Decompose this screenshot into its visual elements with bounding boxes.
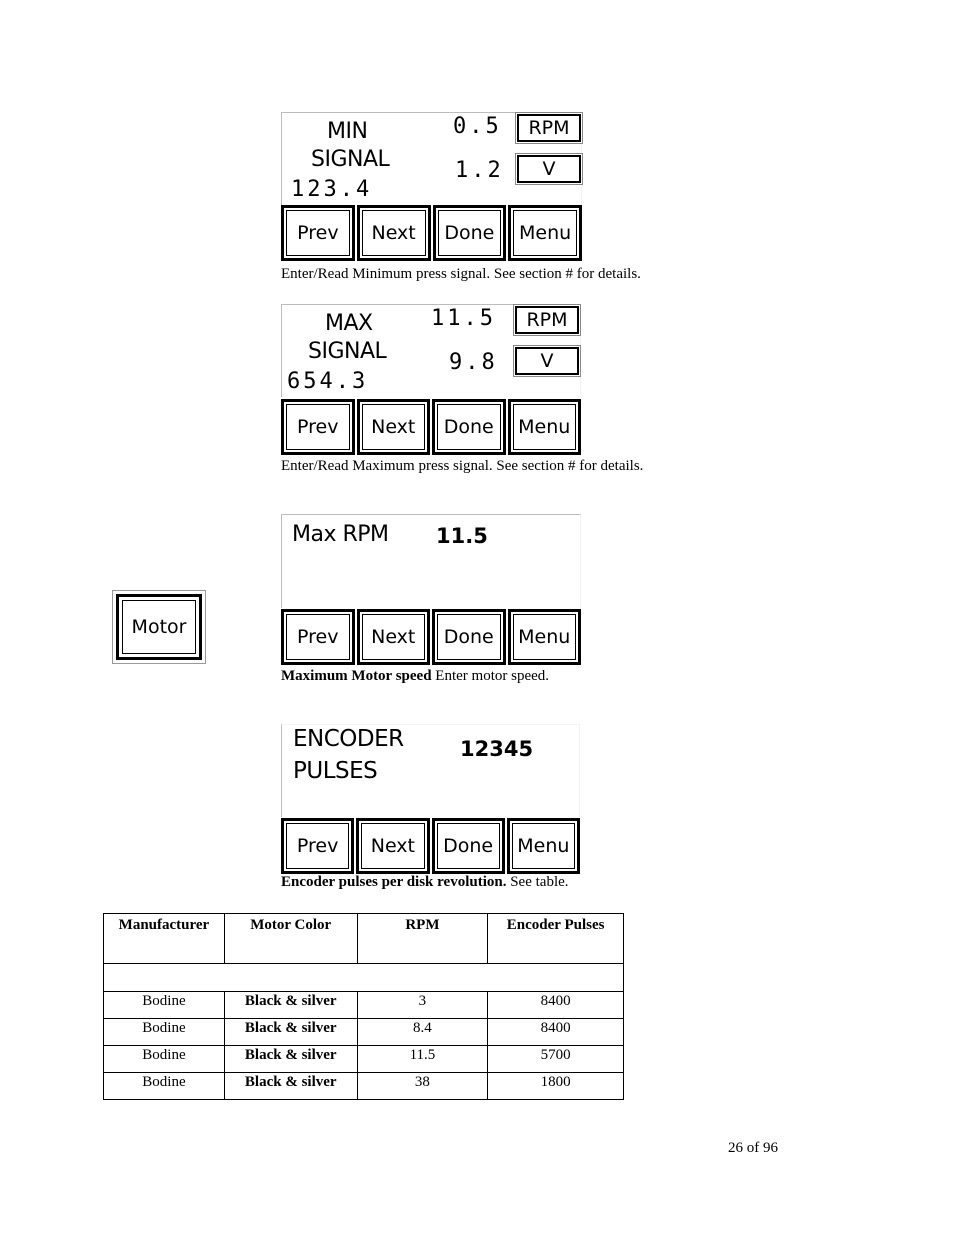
menu-button[interactable]: Menu [508, 205, 582, 261]
max-rpm-panel [281, 514, 581, 666]
signal-reading: 654.3 [287, 369, 369, 394]
voltage-unit-button[interactable]: V [515, 347, 579, 375]
table-row [104, 992, 624, 1019]
table-spacer-row [104, 964, 624, 992]
next-button[interactable]: Next [357, 399, 431, 455]
rpm-value[interactable]: 0.5 [453, 114, 502, 139]
cell-rpm: 3 [357, 992, 488, 1019]
encoder-pulses-value[interactable]: 12345 [460, 737, 534, 761]
nav-button-row [281, 205, 582, 261]
header-manufacturer: Manufacturer [104, 914, 225, 964]
min-signal-caption: Enter/Read Minimum press signal. See section # for details. [281, 266, 641, 282]
screen-label-line2: SIGNAL [308, 339, 387, 364]
encoder-pulses-panel [281, 724, 580, 874]
rpm-unit-button[interactable]: RPM [517, 114, 581, 142]
caption-text: See table. [506, 874, 569, 890]
menu-button[interactable]: Menu [507, 818, 580, 874]
min-signal-panel [281, 112, 582, 264]
cell-manufacturer: Bodine [104, 992, 225, 1019]
nav-button-row [281, 818, 580, 874]
cell-encoder-pulses: 8400 [488, 992, 624, 1019]
cell-manufacturer: Bodine [104, 1073, 225, 1100]
cell-motor-color: Black & silver [224, 1073, 357, 1100]
table-header-row [104, 914, 624, 964]
cell-encoder-pulses: 5700 [488, 1046, 624, 1073]
table-row [104, 1073, 624, 1100]
done-button[interactable]: Done [432, 609, 506, 665]
max-rpm-value[interactable]: 11.5 [436, 524, 488, 548]
max-motor-speed-caption [281, 668, 549, 685]
page-number: 26 of 96 [728, 1140, 778, 1156]
done-button[interactable]: Done [432, 818, 505, 874]
cell-motor-color: Black & silver [224, 992, 357, 1019]
motor-button[interactable] [112, 590, 206, 664]
encoder-label-line2: PULSES [293, 758, 378, 784]
signal-reading: 123.4 [291, 177, 373, 202]
encoder-label-line1: ENCODER [293, 726, 404, 752]
cell-encoder-pulses: 8400 [488, 1019, 624, 1046]
prev-button[interactable]: Prev [281, 609, 355, 665]
rpm-unit-button[interactable]: RPM [515, 306, 579, 334]
voltage-value[interactable]: 1.2 [455, 158, 504, 183]
max-signal-panel [281, 304, 581, 456]
caption-bold: Encoder pulses per disk revolution. [281, 874, 507, 890]
encoder-table [103, 913, 624, 1100]
prev-button[interactable]: Prev [281, 818, 354, 874]
done-button[interactable]: Done [433, 205, 507, 261]
prev-button[interactable]: Prev [281, 205, 355, 261]
header-encoder-pulses: Encoder Pulses [488, 914, 624, 964]
rpm-value[interactable]: 11.5 [431, 306, 496, 331]
header-rpm: RPM [357, 914, 488, 964]
done-button[interactable]: Done [432, 399, 506, 455]
next-button[interactable]: Next [357, 609, 431, 665]
encoder-pulses-caption [281, 874, 569, 891]
spacer-cell [104, 964, 624, 992]
prev-button[interactable]: Prev [281, 399, 355, 455]
max-rpm-label: Max RPM [292, 522, 389, 547]
voltage-unit-button[interactable]: V [517, 155, 581, 183]
caption-text: Enter motor speed. [431, 668, 550, 684]
next-button[interactable]: Next [356, 818, 429, 874]
max-signal-caption: Enter/Read Maximum press signal. See section # for details. [281, 458, 644, 474]
cell-rpm: 38 [357, 1073, 488, 1100]
next-button[interactable]: Next [357, 205, 431, 261]
screen-label-line2: SIGNAL [311, 147, 390, 172]
header-motor-color: Motor Color [224, 914, 357, 964]
cell-manufacturer: Bodine [104, 1019, 225, 1046]
cell-manufacturer: Bodine [104, 1046, 225, 1073]
screen-label-line1: MIN [327, 119, 368, 144]
cell-motor-color: Black & silver [224, 1046, 357, 1073]
table-row [104, 1046, 624, 1073]
cell-rpm: 11.5 [357, 1046, 488, 1073]
nav-button-row [281, 399, 581, 455]
caption-bold: Maximum Motor speed [281, 668, 432, 684]
voltage-value[interactable]: 9.8 [449, 350, 498, 375]
menu-button[interactable]: Menu [508, 399, 582, 455]
screen-label-line1: MAX [325, 311, 373, 336]
cell-rpm: 8.4 [357, 1019, 488, 1046]
cell-motor-color: Black & silver [224, 1019, 357, 1046]
menu-button[interactable]: Menu [508, 609, 582, 665]
nav-button-row [281, 609, 581, 665]
cell-encoder-pulses: 1800 [488, 1073, 624, 1100]
motor-button-label: Motor [116, 594, 202, 660]
table-row [104, 1019, 624, 1046]
